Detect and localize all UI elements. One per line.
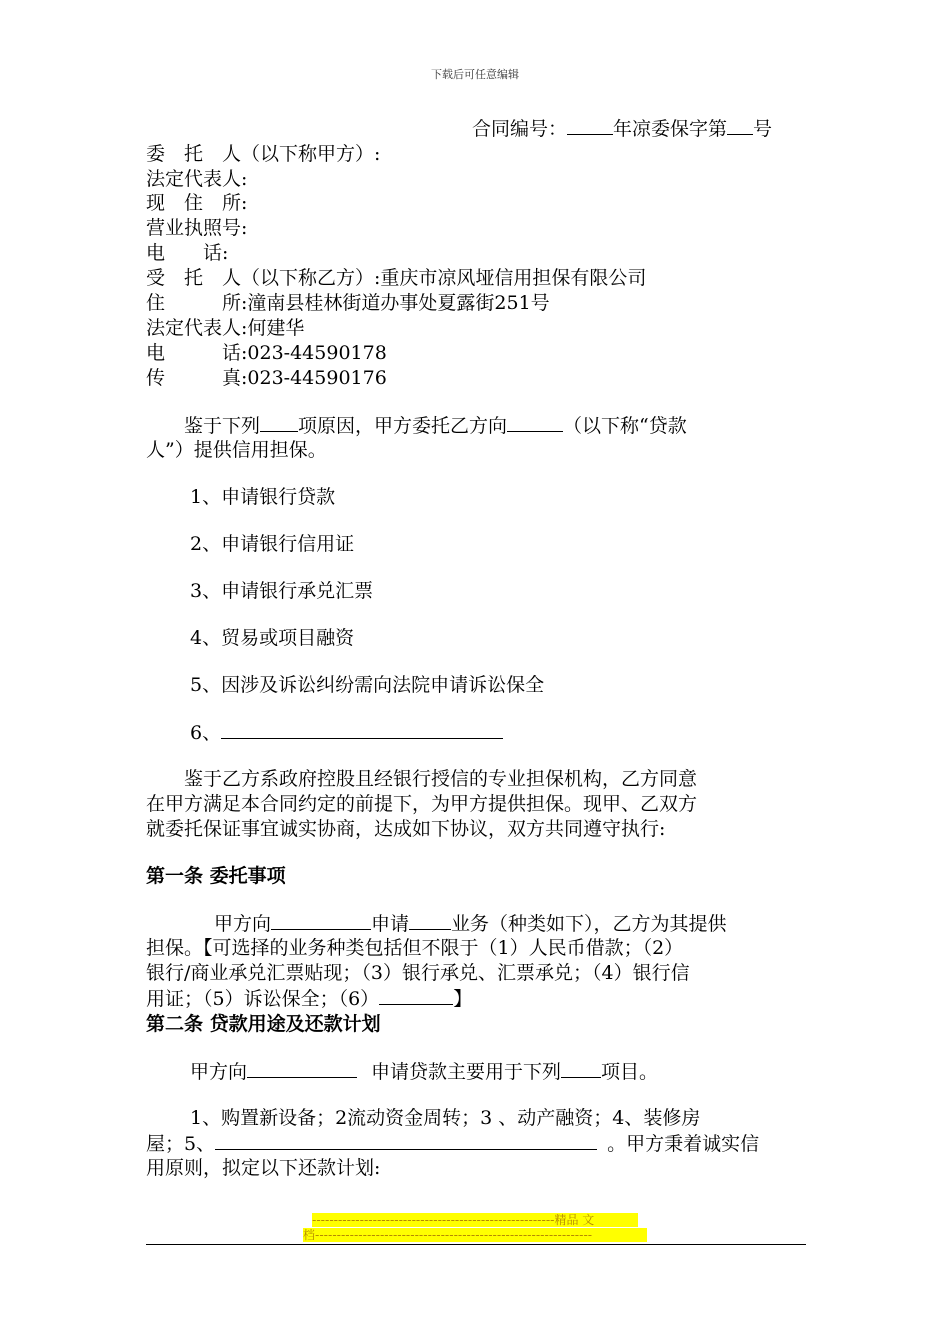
article-1-line-2: 担保。【可选择的业务种类包括但不限于（1）人民币借款；（2） xyxy=(146,937,684,959)
art1-text-b: 申请 xyxy=(371,913,410,935)
art2-applicant-blank xyxy=(247,1059,357,1078)
reason-item-6 xyxy=(190,720,503,745)
intro-line-1 xyxy=(184,413,687,438)
reason-item-1: 1、申请银行贷款 xyxy=(190,486,336,508)
reason-item-3: 3、申请银行承兑汇票 xyxy=(190,580,374,602)
article-1-line-1 xyxy=(214,911,727,936)
art2-l3-text: 屋；5、 xyxy=(146,1133,216,1155)
party-b-address-value: 潼南县桂林街道办事处夏露街251号 xyxy=(247,292,550,314)
reason-other-blank xyxy=(221,720,503,739)
para2-line-1: 鉴于乙方系政府控股且经银行授信的专业担保机构，乙方同意 xyxy=(184,768,698,790)
reason-item-2: 2、申请银行信用证 xyxy=(190,533,355,555)
contract-number-label: 合同编号： xyxy=(472,118,568,140)
party-b-fax xyxy=(146,366,387,390)
party-a-rep: 法定代表人: xyxy=(146,168,248,190)
article-2-line-1 xyxy=(190,1059,658,1084)
art1-other-blank xyxy=(379,986,453,1005)
party-a-title: 委 托 人（以下称甲方）: xyxy=(146,143,381,165)
footer-rule xyxy=(146,1244,806,1245)
party-b-title xyxy=(146,266,646,290)
party-b-address-label: 住 所: xyxy=(146,292,248,314)
article-2-line-2: 1、购置新设备；2流动资金周转；3 、动产融资；4、装修房 xyxy=(190,1107,701,1129)
art2-text-c: 项目。 xyxy=(601,1061,659,1083)
party-b-rep xyxy=(146,316,304,340)
contract-number-mid: 年凉委保字第 xyxy=(613,118,728,140)
party-b-title-label: 受 托 人（以下称乙方）: xyxy=(146,267,381,289)
party-b-rep-label: 法定代表人: xyxy=(146,317,248,339)
article-1-line-4 xyxy=(146,986,472,1011)
reason-item-6-label: 6、 xyxy=(190,722,222,744)
reason-item-5: 5、因涉及诉讼纠纷需向法院申请诉讼保全 xyxy=(190,674,545,696)
footer-watermark-line-1: --------------------------------------------------------精品 文 xyxy=(312,1213,638,1227)
party-b-rep-value: 何建华 xyxy=(247,317,305,339)
art2-text-a: 甲方向 xyxy=(190,1061,248,1083)
art2-text-b: 申请贷款主要用于下列 xyxy=(371,1061,562,1083)
footer-watermark-line-2: 档---------------------------------------------------------------- xyxy=(303,1228,647,1242)
party-a-phone: 电 话: xyxy=(146,242,229,264)
art1-l4-text: 用证；（5）诉讼保全；（6） xyxy=(146,988,380,1010)
para2-line-2: 在甲方满足本合同约定的前提下，为甲方提供担保。现甲、乙双方 xyxy=(146,793,698,815)
intro-line-2: 人”）提供信用担保。 xyxy=(146,439,327,461)
party-b-address xyxy=(146,291,550,315)
article-1-line-3: 银行/商业承兑汇票贴现；（3）银行承兑、汇票承兑；（4）银行信 xyxy=(146,962,690,984)
para2-line-3: 就委托保证事宜诚实协商，达成如下协议，双方共同遵守执行: xyxy=(146,818,666,840)
article-2-title: 第二条 贷款用途及还款计划 xyxy=(146,1013,381,1035)
article-2-line-3 xyxy=(146,1131,759,1156)
party-a-license: 营业执照号: xyxy=(146,217,248,239)
intro-text-b: 项原因，甲方委托乙方向 xyxy=(298,415,508,437)
party-b-fax-label: 传 真: xyxy=(146,367,248,389)
party-a-address: 现 住 所: xyxy=(146,192,248,214)
reason-item-4: 4、贸易或项目融资 xyxy=(190,627,355,649)
contract-year-blank xyxy=(567,116,613,135)
contract-seq-blank xyxy=(727,116,753,135)
art2-l3-end: 。甲方秉着诚实信 xyxy=(607,1133,760,1155)
reason-count-blank xyxy=(260,413,298,432)
party-b-name: 重庆市凉风垭信用担保有限公司 xyxy=(380,267,647,289)
art1-text-a: 甲方向 xyxy=(214,913,272,935)
contract-number xyxy=(472,116,772,141)
intro-text-c: （以下称“贷款 xyxy=(563,415,687,437)
art1-business-blank xyxy=(409,911,451,930)
article-2-line-4: 用原则，拟定以下还款计划: xyxy=(146,1157,381,1179)
art1-text-c: 业务（种类如下），乙方为其提供 xyxy=(451,913,727,935)
art2-purpose-blank xyxy=(215,1131,597,1150)
party-b-phone xyxy=(146,341,387,365)
contract-number-end: 号 xyxy=(753,118,773,140)
party-b-fax-value: 023-44590176 xyxy=(247,367,387,389)
art1-applicant-blank xyxy=(271,911,371,930)
lender-blank xyxy=(507,413,563,432)
art1-l4-end: 】 xyxy=(453,988,473,1010)
intro-text-a: 鉴于下列 xyxy=(184,415,261,437)
article-1-title: 第一条 委托事项 xyxy=(146,865,286,887)
party-b-phone-label: 电 话: xyxy=(146,342,248,364)
page-header-note: 下载后可任意编辑 xyxy=(431,68,519,81)
party-b-phone-value: 023-44590178 xyxy=(247,342,387,364)
art2-project-blank xyxy=(561,1059,601,1078)
